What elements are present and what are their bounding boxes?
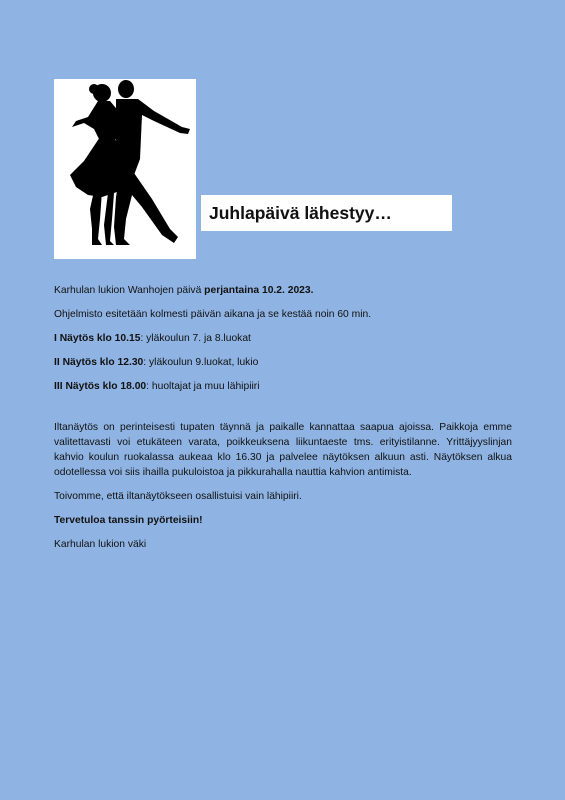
show-label: II Näytös klo 12.30 <box>54 357 144 368</box>
announcement-body <box>54 283 512 561</box>
show-audience: : huoltajat ja muu lähipiiri <box>146 381 260 392</box>
program-line: Ohjelmisto esitetään kolmesti päivän aikana ja se kestää noin 60 min. <box>54 309 372 320</box>
intro-line <box>54 283 512 298</box>
intro-text: Karhulan lukion Wanhojen päivä <box>54 285 205 296</box>
dancing-couple-icon <box>54 79 196 259</box>
welcome-line: Tervetuloa tanssin pyörteisiin! <box>54 515 203 526</box>
show-audience: : yläkoulun 7. ja 8.luokat <box>140 333 251 344</box>
evening-paragraph: Iltanäytös on perinteisesti tupaten täynnä ja paikalle kannattaa saapua ajoissa. Paikkoja emme valitettavasti voi etukäteen varata, poikkeuksena liikuntaeste tms. erityistilanne. Yrittäjyyslinjan kahvio koulun ruokalassa aukeaa klo 16.30 ja palvelee näytöksen alkuun asti. Näytöksen alkua odotellessa voi siis ihailla pukuloistoa ja pikkurahalla nauttia kahvion antimista. <box>54 422 512 478</box>
intro-date: perjantaina 10.2. 2023. <box>204 285 314 296</box>
wish-line: Toivomme, että iltanäytökseen osallistuisi vain lähipiiri. <box>54 491 302 502</box>
show-label: III Näytös klo 18.00 <box>54 381 147 392</box>
page-title: Juhlapäivä lähestyy… <box>209 202 392 223</box>
show-label: I Näytös klo 10.15 <box>54 333 141 344</box>
show-line-1 <box>54 331 512 346</box>
signature: Karhulan lukion väki <box>54 539 147 550</box>
show-audience: : yläkoulun 9.luokat, lukio <box>143 357 259 368</box>
show-line-2 <box>54 355 512 370</box>
title-box <box>201 195 452 231</box>
dancing-couple-image <box>54 79 196 259</box>
show-line-3 <box>54 379 512 394</box>
